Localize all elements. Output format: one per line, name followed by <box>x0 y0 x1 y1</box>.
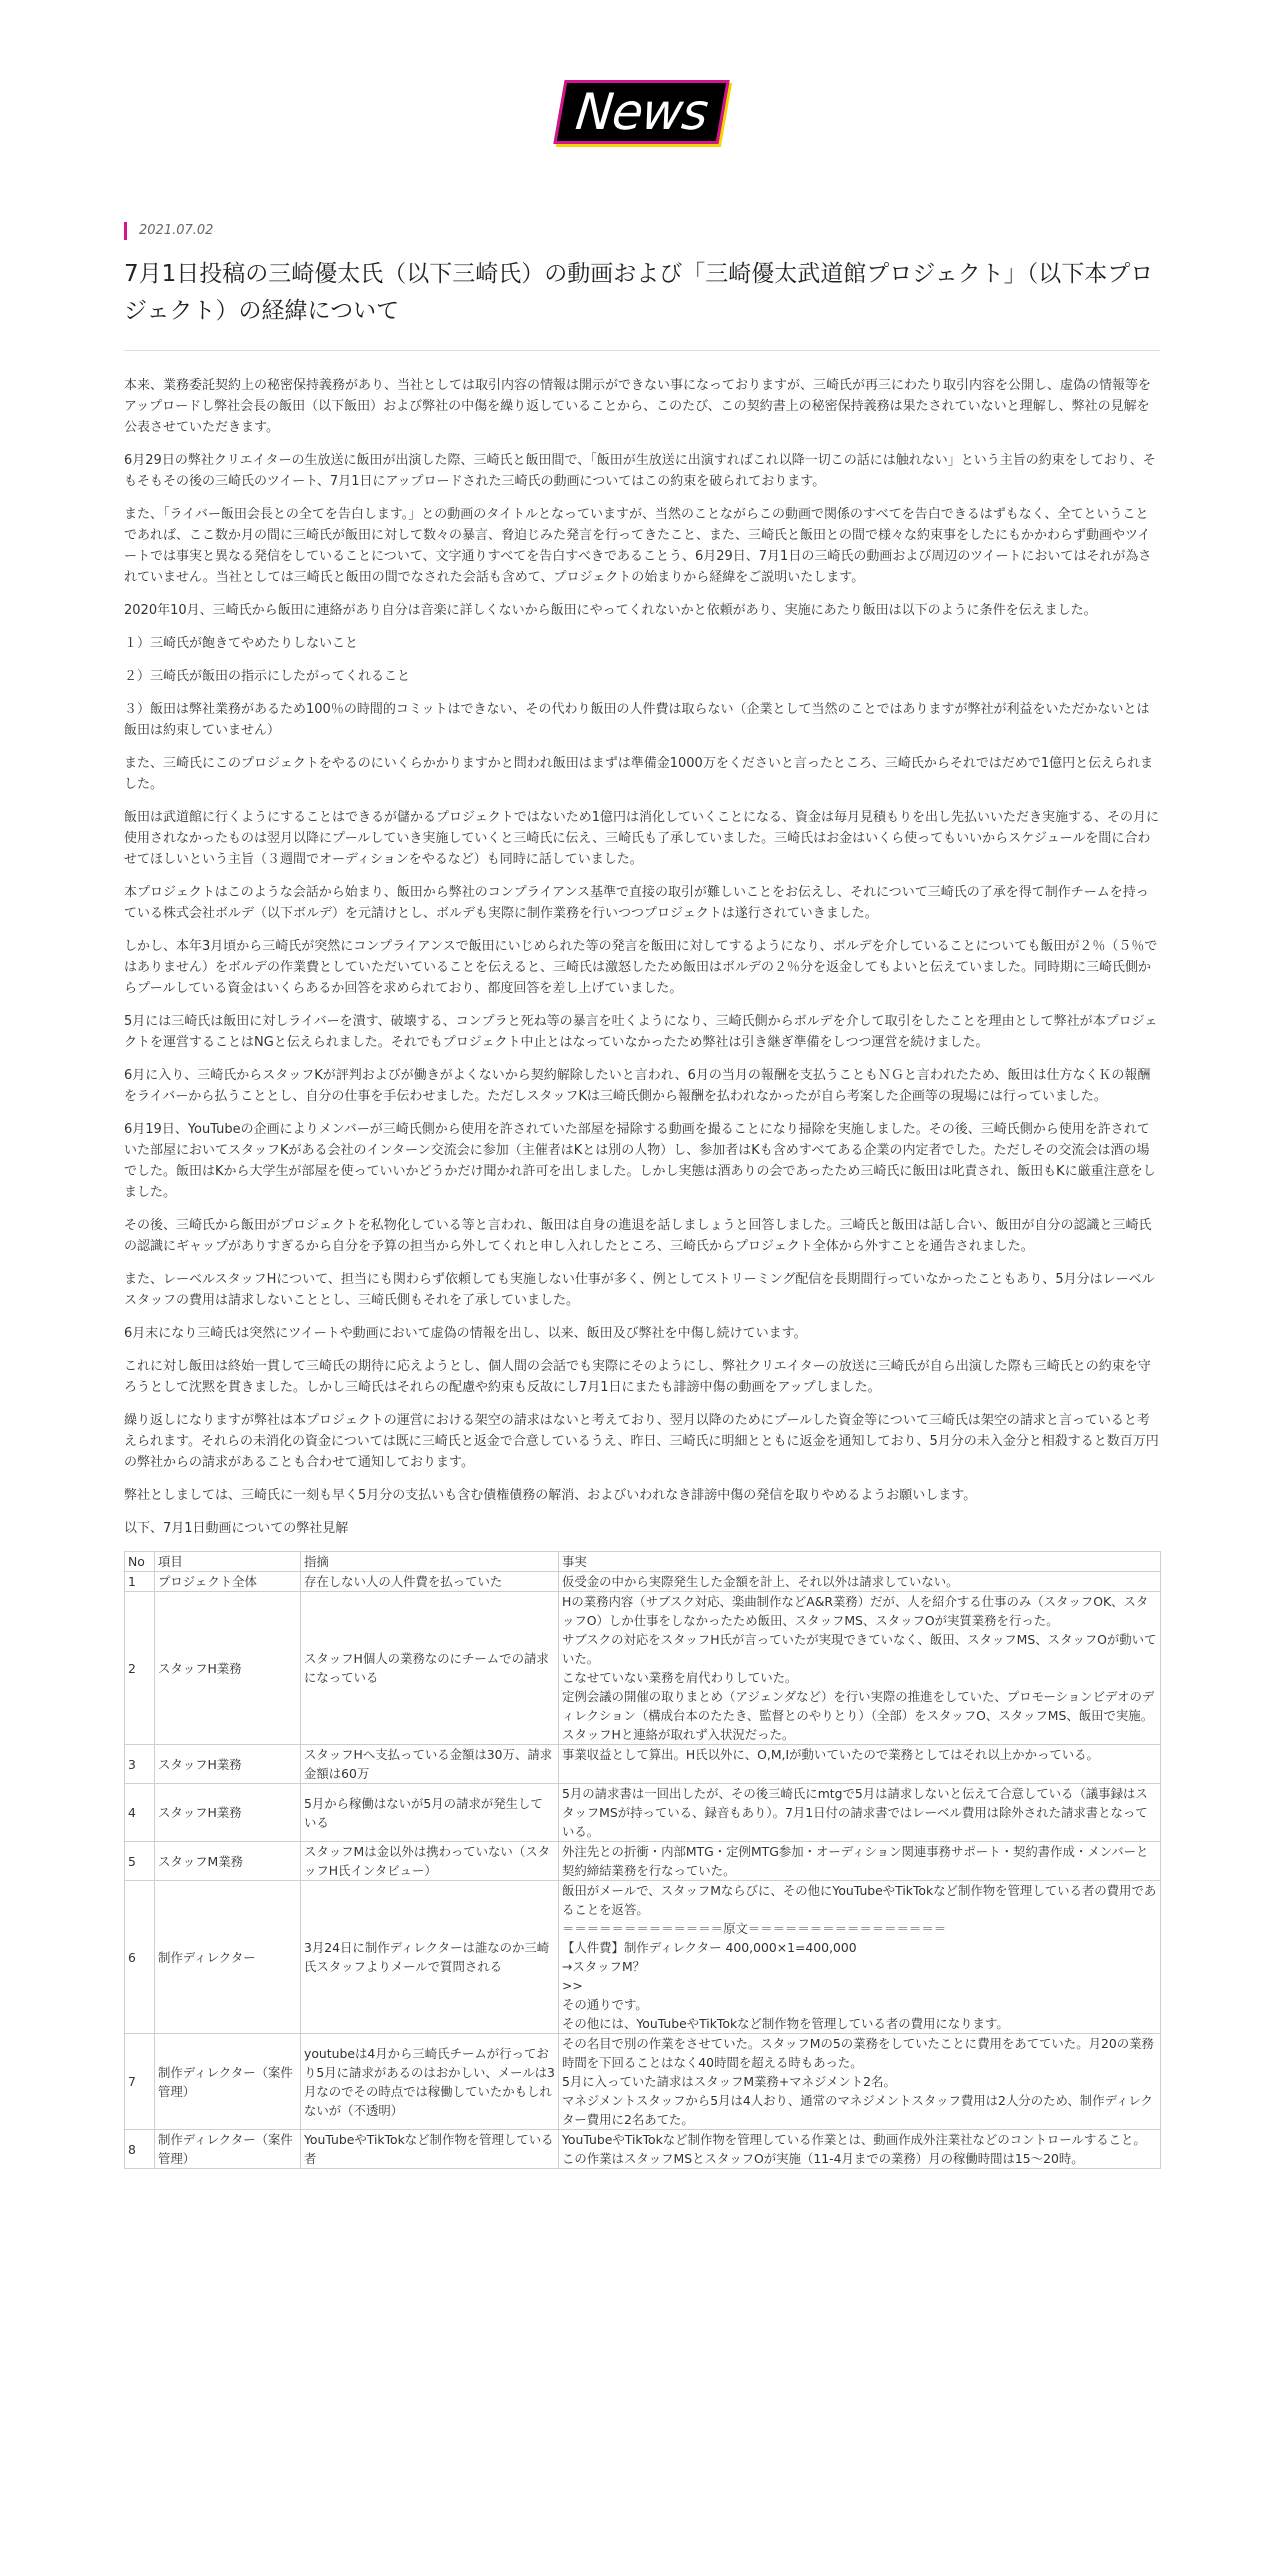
table-header-row <box>125 1552 1161 1572</box>
paragraph: これに対し飯田は終始一貫して三崎氏の期待に応えようとし、個人間の会話でも実際にそのようにし、弊社クリエイターの放送に三崎氏が自ら出演した際も三崎氏との約束を守ろうとして沈黙を貫きました。しかし三崎氏はそれらの配慮や約束も反故にし7月1日にまたも誹謗中傷の動画をアップしました。 <box>124 1359 1151 1395</box>
news-logo <box>554 80 730 144</box>
condition-item: ２）三崎氏が飯田の指示にしたがってくれること <box>124 669 411 684</box>
article-title: 7月1日投稿の三崎優太氏（以下三崎氏）の動画および「三崎優太武道館プロジェクト」（以下本プロジェクト）の経緯について <box>124 261 1154 324</box>
cell-fact: 飯田がメールで、スタッフMならびに、その他にYouTubeやTikTokなど制作物を管理している者の費用であることを返答。 ＝＝＝＝＝＝＝＝＝＝＝＝＝原文＝＝＝＝＝＝＝＝＝＝＝＝＝＝＝＝ 【人件費】制作ディレクター 400,000×1=400,000 →スタッフM？ >> その通りです。 その他には、YouTubeやTikTokなど制作物を管理している者の費用になります。 <box>559 1881 1161 2034</box>
paragraph: 6月末になり三崎氏は突然にツイートや動画において虚偽の情報を出し、以来、飯田及び弊社を中傷し続けています。 <box>124 1326 807 1341</box>
cell-item: 制作ディレクター（案件管理） <box>155 2130 301 2169</box>
paragraph: また、「ライバー飯田会長との全てを告白します。」との動画のタイトルとなっていますが、当然のことながらこの動画で関係のすべてを告白できるはずもなく、全てということであれば、ここ数か月の間に三崎氏が飯田に対して数々の暴言、脅迫じみた発言を行ってきたこと、また、三崎氏と飯田との間で様々な約束事をしたにもかかわらず動画やツイートでは事実と異なる発信をしていることについて、文字通りすべてを告白すべきであることう、6月29日、7月1日の三崎氏の動画および周辺のツイートにおいてはそれが為されていません。当社としては三崎氏と飯田の間でなされた会話も含めて、プロジェクトの始まりから経緯をご説明いたします。 <box>124 507 1152 585</box>
table-row <box>125 2130 1161 2169</box>
paragraph: また、レーベルスタッフHについて、担当にも関わらず依頼しても実施しない仕事が多く、例としてストリーミング配信を長期間行っていなかったこともあり、5月分はレーベルスタッフの費用は請求しないこととし、三崎氏側もそれを了承していました。 <box>124 1272 1155 1308</box>
cell-no: 4 <box>125 1784 155 1842</box>
cell-no: 2 <box>125 1592 155 1745</box>
paragraph: 飯田は武道館に行くようにすることはできるが儲かるプロジェクトではないため1億円は消化していくことになる、資金は毎月見積もりを出し先払いいただき実施する、その月に使用されなかったものは翌月以降にプールしていき実施していくと三崎氏に伝え、三崎氏も了承していました。三崎氏はお金はいくら使ってもいいからスケジュールを間に合わせてほしいという主旨（３週間でオーディションをやるなど）も同時に話していました。 <box>124 810 1160 867</box>
paragraph: 6月に入り、三崎氏からスタッフKが評判およびが働きがよくないから契約解除したいと言われ、6月の当月の報酬を支払うこともＮＧと言われたため、飯田は仕方なくＫの報酬をライバーから払うこととし、自分の仕事を手伝わせました。ただしスタッフKは三崎氏側から報酬を払われなかったが自ら考案した企画等の現場には行っていました。 <box>124 1068 1151 1104</box>
paragraph: 6月19日、YouTubeの企画によりメンバーが三崎氏側から使用を許されていた部屋を掃除する動画を撮ることになり掃除を実施しました。その後、三崎氏側から使用を許されていた部屋においてスタッフKがある会社のインターン交流会に参加（主催者はKとは別の人物）し、参加者はKも含めすべてある企業の内定者でした。ただしその交流会は酒の場でした。飯田はKから大学生が部屋を使っていいかどうかだけ聞かれ許可を出しました。しかし実態は酒ありの会であったため三崎氏に飯田は叱責され、飯田もKに厳重注意をしました。 <box>124 1122 1156 1200</box>
paragraph: しかし、本年3月頃から三崎氏が突然にコンプライアンスで飯田にいじめられた等の発言を飯田に対してするようになり、ボルデを介していることについても飯田が２％（５％ではありません）をボルデの作業費としていただいていることを伝えると、三崎氏は激怒したため飯田はボルデの２％分を返金してもよいと伝えていました。同時期に三崎氏側からプールしている資金はいくらあるか回答を求められており、都度回答を差し上げていました。 <box>124 939 1158 996</box>
cell-fact: 5月の請求書は一回出したが、その後三崎氏にmtgで5月は請求しないと伝えて合意している（議事録はスタッフMSが持っている、録音もあり）。7月1日付の請求書ではレーベル費用は除外された請求書となっている。 <box>559 1784 1161 1842</box>
cell-fact: 仮受金の中から実際発生した金額を計上、それ以外は請求していない。 <box>559 1572 1161 1592</box>
cell-item: 制作ディレクター（案件管理） <box>155 2034 301 2130</box>
article-body <box>124 375 1160 2169</box>
cell-issue: youtubeは4月から三崎氏チームが行っており5月に請求があるのはおかしい、メールは3月なのでその時点では稼働していたかもしれないが（不透明） <box>301 2034 559 2130</box>
cell-item: スタッフH業務 <box>155 1784 301 1842</box>
paragraph: 本来、業務委託契約上の秘密保持義務があり、当社としては取引内容の情報は開示ができない事になっておりますが、三崎氏が再三にわたり取引内容を公開し、虚偽の情報等をアップロードし弊社会長の飯田（以下飯田）および弊社の中傷を繰り返していることから、このたび、この契約書上の秘密保持義務は果たされていないと理解し、弊社の見解を公表させていただきます。 <box>124 378 1152 435</box>
paragraph: 繰り返しになりますが弊社は本プロジェクトの運営における架空の請求はないと考えており、翌月以降のためにプールした資金等について三崎氏は架空の請求と言っていると考えられます。それらの未消化の資金については既に三崎氏と返金で合意しているうえ、昨日、三崎氏に明細とともに返金を通知しており、5月分の未入金分と相殺すると数百万円の弊社からの請求があることも合わせて通知しております。 <box>124 1413 1159 1470</box>
cell-issue: 5月から稼働はないが5月の請求が発生している <box>301 1784 559 1842</box>
paragraph: 本プロジェクトはこのような会話から始まり、飯田から弊社のコンプライアンス基準で直接の取引が難しいことをお伝えし、それについて三崎氏の了承を得て制作チームを持っている株式会社ボルデ（以下ボルデ）を元請けとし、ボルデも実際に制作業務を行いつつプロジェクトは遂行されていきました。 <box>124 885 1149 921</box>
cell-fact: その名目で別の作業をさせていた。スタッフMの5の業務をしていたことに費用をあてていた。月20の業務時間を下回ることはなく40時間を超える時もあった。 5月に入っていた請求はスタッフM業務+マネジメント2名。 マネジメントスタッフから5月は4人おり、通常のマネジメントスタッフ費用は2人分のため、制作ディレクター費用に2名あてた。 <box>559 2034 1161 2130</box>
cell-fact: YouTubeやTikTokなど制作物を管理している作業とは、動画作成外注業社などのコントロールすること。 この作業はスタッフMSとスタッフOが実施（11-4月までの業務）月の稼働時間は15〜20時。 <box>559 2130 1161 2169</box>
paragraph: 6月29日の弊社クリエイターの生放送に飯田が出演した際、三崎氏と飯田間で、「飯田が生放送に出演すればこれ以降一切この話には触れない」という主旨の約束をしており、そもそもその後の三崎氏のツイート、7月1日にアップロードされた三崎氏の動画についてはこの約束を破られております。 <box>124 453 1156 489</box>
cell-item: スタッフH業務 <box>155 1592 301 1745</box>
cell-issue: スタッフMは金以外は携わっていない（スタッフH氏インタビュー） <box>301 1842 559 1881</box>
header-item: 項目 <box>155 1552 301 1572</box>
cell-fact: 事業収益として算出。H氏以外に、O,M,Iが動いていたので業務としてはそれ以上かかっている。 <box>559 1745 1161 1784</box>
cell-issue: 3月24日に制作ディレクターは誰なのか三崎氏スタッフよりメールで質問される <box>301 1881 559 2034</box>
cell-item: スタッフH業務 <box>155 1745 301 1784</box>
table-row <box>125 1745 1161 1784</box>
table-row <box>125 1572 1161 1592</box>
cell-fact: 外注先との折衝・内部MTG・定例MTG参加・オーディション関連事務サポート・契約書作成・メンバーと契約締結業務を行なっていた。 <box>559 1842 1161 1881</box>
table-row <box>125 2034 1161 2130</box>
cell-no: 7 <box>125 2034 155 2130</box>
paragraph: また、三崎氏にこのプロジェクトをやるのにいくらかかりますかと問われ飯田はまずは準備金1000万をくださいと言ったところ、三崎氏からそれではだめで1億円と伝えられました。 <box>124 756 1154 792</box>
table-row <box>125 1842 1161 1881</box>
table-intro: 以下、7月1日動画についての弊社見解 <box>124 1521 349 1536</box>
cell-issue: スタッフHへ支払っている金額は30万、請求金額は60万 <box>301 1745 559 1784</box>
paragraph: 5月には三崎氏は飯田に対しライバーを潰す、破壊する、コンプラと死ね等の暴言を吐くようになり、三崎氏側からボルデを介して取引をしたことを理由として弊社が本プロジェクトを運営することはNGと伝えられました。それでもプロジェクト中止とはなっていなかったため弊社は引き継ぎ準備をしつつ運営を続けました。 <box>124 1014 1158 1050</box>
condition-item: ３）飯田は弊社業務があるため100％の時間的コミットはできない、その代わり飯田の人件費は取らない（企業として当然のことではありますが弊社が利益をいただかないとは飯田は約束していません） <box>124 702 1150 738</box>
logo-area <box>0 80 1284 144</box>
cell-item: スタッフM業務 <box>155 1842 301 1881</box>
condition-item: １）三崎氏が飽きてやめたりしないこと <box>124 636 359 651</box>
title-divider <box>124 350 1160 351</box>
cell-no: 5 <box>125 1842 155 1881</box>
cell-issue: スタッフH個人の業務なのにチームでの請求になっている <box>301 1592 559 1745</box>
cell-no: 3 <box>125 1745 155 1784</box>
header-fact: 事実 <box>559 1552 1161 1572</box>
news-logo-text: News <box>573 83 711 141</box>
cell-fact: Hの業務内容（サブスク対応、楽曲制作などA&R業務）だが、人を紹介する仕事のみ（スタッフOK、スタッフO）しか仕事をしなかったため飯田、スタッフMS、スタッフOが実質業務を行った。 サブスクの対応をスタッフH氏が言っていたが実現できていなく、飯田、スタッフMS、スタッフOが動いていた。 こなせていない業務を肩代わりしていた。 定例会議の開催の取りまとめ（アジェンダなど）を行い実際の推進をしていた、プロモーションビデオのディレクション（構成台本のたたき、監督とのやりとり）（全部）をスタッフO、スタッフMS、飯田で実施。スタッフHと連絡が取れず入状況だった。 <box>559 1592 1161 1745</box>
paragraph: 弊社としましては、三崎氏に一刻も早く5月分の支払いも含む債権債務の解消、およびいわれなき誹謗中傷の発信を取りやめるようお願いします。 <box>124 1488 977 1503</box>
cell-item: 制作ディレクター <box>155 1881 301 2034</box>
table-row <box>125 1881 1161 2034</box>
cell-no: 1 <box>125 1572 155 1592</box>
cell-issue: YouTubeやTikTokなど制作物を管理している者 <box>301 2130 559 2169</box>
header-no: No <box>125 1552 155 1572</box>
article <box>124 222 1160 2169</box>
table-row <box>125 1784 1161 1842</box>
cell-item: プロジェクト全体 <box>155 1572 301 1592</box>
article-date: 2021.07.02 <box>124 222 1160 240</box>
cell-no: 8 <box>125 2130 155 2169</box>
cell-no: 6 <box>125 1881 155 2034</box>
paragraph: 2020年10月、三崎氏から飯田に連絡があり自分は音楽に詳しくないから飯田にやってくれないかと依頼があり、実施にあたり飯田は以下のように条件を伝えました。 <box>124 603 1097 618</box>
table-row <box>125 1592 1161 1745</box>
header-issue: 指摘 <box>301 1552 559 1572</box>
cell-issue: 存在しない人の人件費を払っていた <box>301 1572 559 1592</box>
paragraph: その後、三崎氏から飯田がプロジェクトを私物化している等と言われ、飯田は自身の進退を話しましょうと回答しました。三崎氏と飯田は話し合い、飯田が自分の認識と三崎氏の認識にギャップがありすぎるから自分を予算の担当から外してくれと申し入れしたところ、三崎氏からプロジェクト全体から外すことを通告されました。 <box>124 1218 1152 1254</box>
rebuttal-table <box>124 1551 1161 2169</box>
